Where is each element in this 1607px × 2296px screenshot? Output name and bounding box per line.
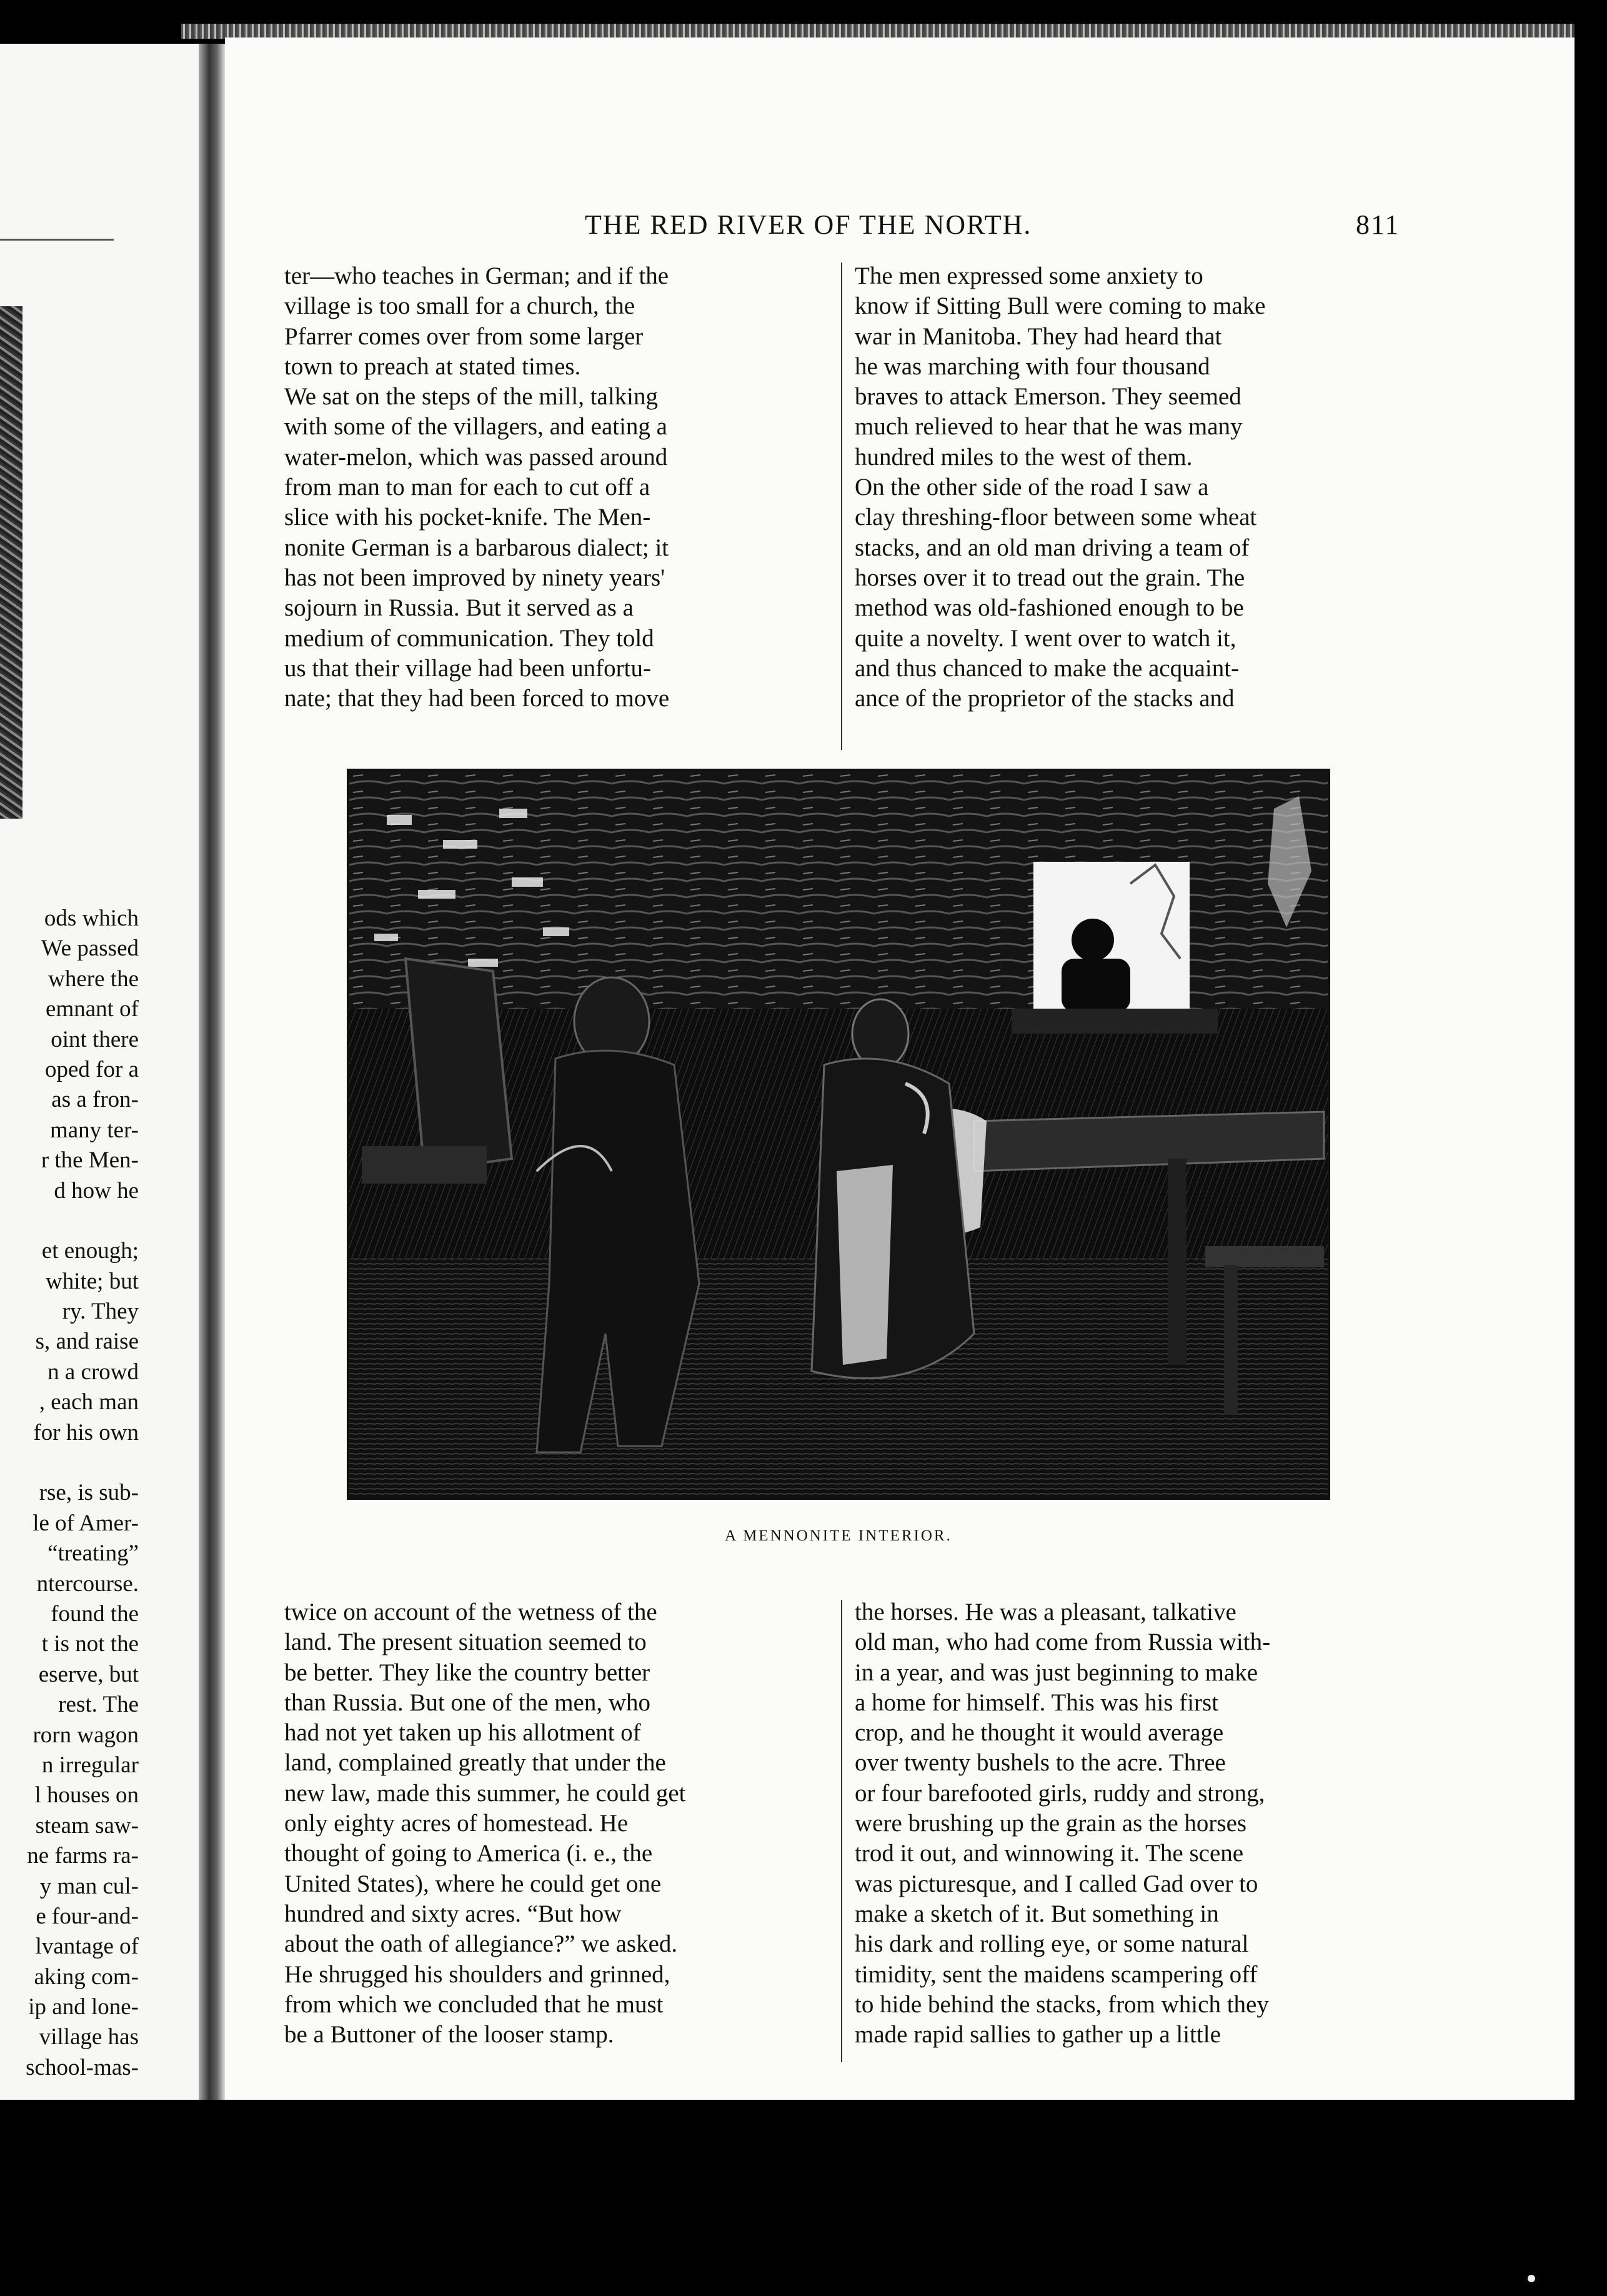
text-line: steam saw- bbox=[35, 1812, 139, 1839]
text-line: or four barefooted girls, ruddy and strong, bbox=[855, 1779, 1265, 1807]
text-line: n irregular bbox=[41, 1752, 139, 1778]
text-line: had not yet taken up his allotment of bbox=[284, 1719, 641, 1747]
text-line: know if Sitting Bull were coming to make bbox=[855, 292, 1266, 320]
text-line: about the oath of allegiance?” we asked. bbox=[284, 1930, 678, 1958]
text-line bbox=[0, 1206, 139, 1236]
text-line: We passed bbox=[41, 936, 139, 962]
column-rule-lower bbox=[841, 1600, 842, 2062]
text-line: trod it out, and winnowing it. The scene bbox=[855, 1840, 1244, 1867]
text-line: were brushing up the grain as the horses bbox=[855, 1810, 1247, 1837]
text-line: ance of the proprietor of the stacks and bbox=[855, 685, 1235, 712]
text-line: stacks, and an old man driving a team of bbox=[855, 534, 1250, 561]
text-line: as a fron- bbox=[51, 1087, 139, 1113]
text-line: eserve, but bbox=[38, 1661, 139, 1687]
text-line: with some of the villagers, and eating a bbox=[284, 413, 667, 441]
text-line: United States), where he could get one bbox=[284, 1870, 662, 1897]
text-line: The men expressed some anxiety to bbox=[855, 262, 1203, 289]
text-line: y man cul- bbox=[39, 1873, 139, 1899]
text-line: found the bbox=[51, 1600, 139, 1627]
scan-top-edge bbox=[181, 24, 1575, 39]
upper-left-column bbox=[284, 261, 829, 714]
text-line: where the bbox=[48, 966, 139, 992]
text-line: ip and lone- bbox=[28, 1994, 139, 2020]
text-line: village is too small for a church, the bbox=[284, 292, 635, 320]
text-line: nonite German is a barbarous dialect; it bbox=[284, 534, 669, 561]
text-line: town to preach at stated times. bbox=[284, 352, 581, 380]
text-line: He shrugged his shoulders and grinned, bbox=[284, 1960, 670, 1988]
text-line: e four-and- bbox=[36, 1903, 139, 1929]
text-line: thought of going to America (i. e., the bbox=[284, 1840, 653, 1867]
text-line: nate; that they had been forced to move bbox=[284, 685, 670, 712]
text-line: over twenty bushels to the acre. Three bbox=[855, 1749, 1226, 1777]
text-line: On the other side of the road I saw a bbox=[855, 474, 1209, 501]
text-line: only eighty acres of homestead. He bbox=[284, 1810, 629, 1837]
text-line: the horses. He was a pleasant, talkative bbox=[855, 1599, 1236, 1625]
text-line: to hide behind the stacks, from which they bbox=[855, 1990, 1269, 2018]
text-line: from which we concluded that he must bbox=[284, 1990, 664, 2018]
text-line: aking com- bbox=[34, 1964, 139, 1990]
column-rule-upper bbox=[841, 262, 842, 750]
text-line: rest. The bbox=[58, 1692, 139, 1718]
text-line: quite a novelty. I went over to watch it, bbox=[855, 624, 1236, 652]
facing-page-text bbox=[0, 904, 139, 2083]
scan-speck bbox=[1528, 2275, 1535, 2282]
text-line: medium of communication. They told bbox=[284, 624, 654, 652]
text-line: he was marching with four thousand bbox=[855, 352, 1210, 380]
book-gutter bbox=[199, 44, 225, 2100]
text-line: slice with his pocket-knife. The Men- bbox=[284, 504, 651, 531]
text-line: rorn wagon bbox=[32, 1722, 139, 1748]
page-number: 811 bbox=[1356, 209, 1400, 240]
facing-page-illustration-fragment bbox=[0, 306, 22, 819]
text-line: new law, made this summer, he could get bbox=[284, 1779, 686, 1807]
text-line: d how he bbox=[54, 1177, 139, 1204]
text-line: lvantage of bbox=[35, 1934, 139, 1960]
text-line: was picturesque, and I called Gad over to bbox=[855, 1870, 1258, 1897]
text-line: in a year, and was just beginning to make bbox=[855, 1659, 1258, 1686]
text-line: Pfarrer comes over from some larger bbox=[284, 322, 644, 350]
text-line: et enough; bbox=[41, 1238, 139, 1264]
text-line: a home for himself. This was his first bbox=[855, 1689, 1219, 1716]
text-line: land. The present situation seemed to bbox=[284, 1629, 647, 1656]
upper-right-column bbox=[855, 261, 1393, 714]
text-line: hundred and sixty acres. “But how bbox=[284, 1900, 622, 1927]
figure-caption: A MENNONITE INTERIOR. bbox=[725, 1527, 952, 1544]
text-line: braves to attack Emerson. They seemed bbox=[855, 383, 1241, 411]
text-line: crop, and he thought it would average bbox=[855, 1719, 1224, 1747]
text-line: timidity, sent the maidens scampering off bbox=[855, 1960, 1258, 1988]
text-line: much relieved to hear that he was many bbox=[855, 413, 1243, 441]
text-line: water-melon, which was passed around bbox=[284, 443, 668, 471]
text-line: old man, who had come from Russia with- bbox=[855, 1629, 1271, 1656]
text-line: emnant of bbox=[46, 996, 139, 1022]
text-line: school-mas- bbox=[26, 2054, 139, 2080]
text-line: land, complained greatly that under the bbox=[284, 1749, 666, 1777]
text-line: twice on account of the wetness of the bbox=[284, 1599, 657, 1625]
text-line: for his own bbox=[33, 1419, 139, 1445]
text-line: and thus chanced to make the acquaint- bbox=[855, 654, 1240, 682]
text-line: clay threshing-floor between some wheat bbox=[855, 504, 1257, 531]
text-line: ods which bbox=[44, 906, 139, 931]
lower-right-column bbox=[855, 1597, 1393, 2050]
text-line: s, and raise bbox=[35, 1329, 139, 1355]
text-line: his dark and rolling eye, or some natural bbox=[855, 1930, 1249, 1958]
text-line: make a sketch of it. But something in bbox=[855, 1900, 1219, 1927]
text-line: n a crowd bbox=[47, 1359, 139, 1385]
facing-page bbox=[0, 44, 199, 2100]
text-line: r the Men- bbox=[41, 1147, 139, 1174]
text-line: from man to man for each to cut off a bbox=[284, 474, 650, 501]
text-line: many ter- bbox=[49, 1117, 139, 1143]
text-line: has not been improved by ninety years' bbox=[284, 564, 665, 591]
text-line: horses over it to tread out the grain. The bbox=[855, 564, 1245, 591]
text-line: ne farms ra- bbox=[27, 1843, 139, 1869]
engraving bbox=[349, 771, 1328, 1497]
text-line: than Russia. But one of the men, who bbox=[284, 1689, 651, 1716]
text-line: sojourn in Russia. But it served as a bbox=[284, 594, 634, 622]
running-head: THE RED RIVER OF THE NORTH. bbox=[585, 209, 1032, 240]
text-line: made rapid sallies to gather up a little bbox=[855, 2021, 1221, 2049]
text-line: us that their village had been unfortu- bbox=[284, 654, 651, 682]
text-line: rse, is sub- bbox=[39, 1480, 139, 1506]
text-line: method was old-fashioned enough to be bbox=[855, 594, 1244, 622]
scan-bottom-edge bbox=[0, 2100, 1607, 2296]
text-line: ntercourse. bbox=[36, 1570, 139, 1597]
text-line: oped for a bbox=[45, 1056, 139, 1082]
illustration-mennonite-interior bbox=[347, 769, 1330, 1500]
text-line bbox=[0, 1448, 139, 1478]
text-line: , each man bbox=[39, 1389, 139, 1415]
text-line: ry. They bbox=[62, 1299, 139, 1325]
text-line: white; but bbox=[45, 1268, 139, 1294]
text-line: village has bbox=[39, 2024, 139, 2050]
text-line: oint there bbox=[51, 1026, 139, 1052]
text-line: le of Amer- bbox=[32, 1510, 139, 1536]
text-line: hundred miles to the west of them. bbox=[855, 443, 1193, 471]
text-line: be a Buttoner of the looser stamp. bbox=[284, 2021, 614, 2049]
lower-left-column bbox=[284, 1597, 829, 2050]
text-line: “treating” bbox=[47, 1540, 139, 1567]
text-line: ter—who teaches in German; and if the bbox=[284, 262, 669, 289]
text-line: t is not the bbox=[41, 1631, 139, 1657]
text-line: war in Manitoba. They had heard that bbox=[855, 322, 1222, 350]
text-line: l houses on bbox=[34, 1782, 139, 1809]
text-line: be better. They like the country better bbox=[284, 1659, 650, 1686]
text-line: We sat on the steps of the mill, talking bbox=[284, 383, 659, 411]
page-header bbox=[0, 209, 1400, 240]
